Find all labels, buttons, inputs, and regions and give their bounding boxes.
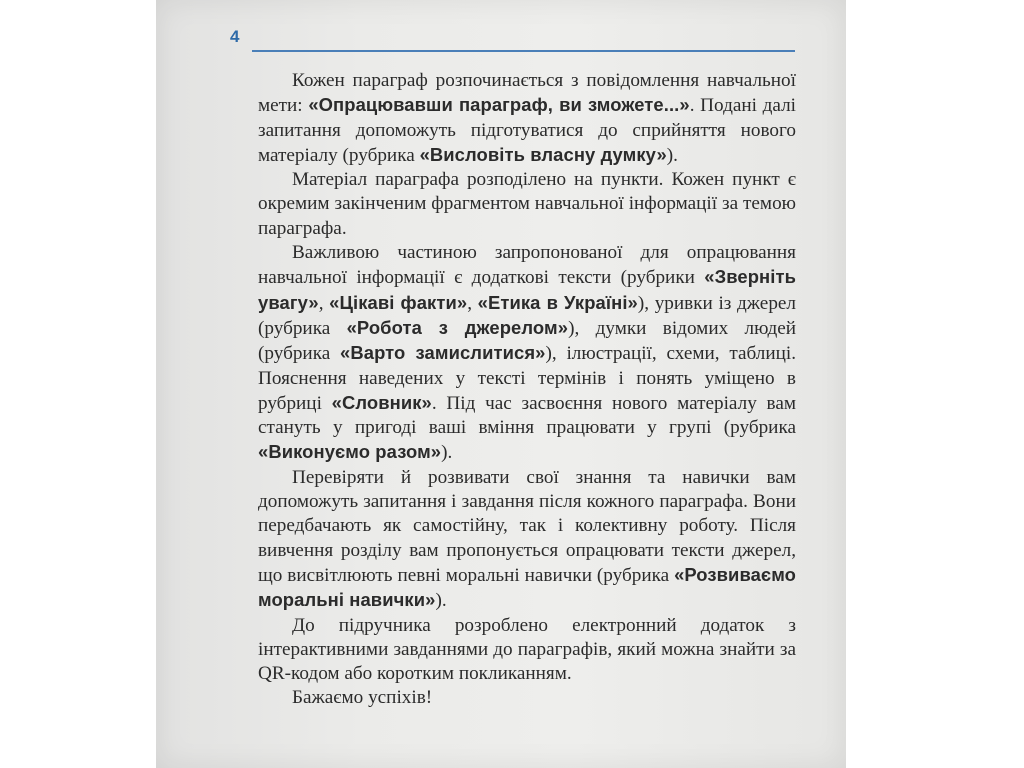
text-segment: Перевіряти й розвивати свої знання та навички вам допоможуть запитання і завдання після кожного параграфа. Вони передбачають як самостійну, так і колективну роботу. Після вивчення розділу вам пропонується опрацювати тексти джерел, що висвітлюють певні моральні навички (рубрика bbox=[258, 466, 796, 586]
text-segment: Матеріал параграфа розподілено на пункти. Кожен пункт є окремим закінченим фрагментом навчальної інформації за темою параграфа. bbox=[258, 169, 796, 239]
text-segment: ). bbox=[666, 144, 678, 166]
book-page bbox=[156, 0, 846, 768]
rubric-name: «Робота з джерелом» bbox=[346, 316, 569, 338]
text-segment: . Подані далі запитання допоможуть підготуватися до сприйняття нового матеріалу (рубрика bbox=[258, 95, 796, 166]
text-segment: . Під час засвоєння нового матеріалу вам стануть у пригоді ваші вміння працювати у групі (рубрика bbox=[258, 392, 796, 439]
rubric-name: «Зверніть увагу» bbox=[258, 266, 796, 313]
rubric-name: «Виконуємо разом» bbox=[258, 441, 442, 463]
rubric-name: «Словник» bbox=[331, 391, 432, 413]
text-segment: ), думки відомих людей (рубрика bbox=[258, 317, 797, 365]
text-segment: ). bbox=[441, 442, 453, 464]
body-text bbox=[258, 69, 796, 711]
text-segment: ). bbox=[435, 590, 447, 612]
text-segment: , bbox=[318, 292, 330, 314]
text-segment: Бажаємо успіхів! bbox=[292, 687, 433, 709]
rubric-name: «Цікаві факти» bbox=[329, 291, 468, 313]
rubric-name: «Етика в Україні» bbox=[477, 291, 638, 313]
paragraph-p5 bbox=[258, 614, 796, 687]
paragraph-p3 bbox=[258, 241, 796, 466]
rubric-name: «Опрацювавши параграф, ви зможете...» bbox=[308, 94, 690, 116]
paragraph-p2 bbox=[258, 168, 796, 241]
text-segment: Важливою частиною запропонованої для опрацювання навчальної інформації є додаткові тексти (рубрики bbox=[258, 242, 796, 289]
header-rule bbox=[252, 50, 795, 52]
paragraph-p1 bbox=[258, 69, 796, 168]
paragraph-p4 bbox=[258, 466, 796, 614]
rubric-name: «Варто замислитися» bbox=[340, 342, 546, 364]
page-number: 4 bbox=[230, 27, 240, 46]
text-segment: Кожен параграф розпочинається з повідомлення навчальної мети: bbox=[258, 70, 796, 117]
rubric-name: «Висловіть власну думку» bbox=[419, 143, 667, 165]
rubric-name: «Розвиваємо моральні навички» bbox=[258, 563, 796, 611]
text-segment: , bbox=[467, 292, 478, 314]
text-segment: ), ілюстрації, схеми, таблиці. Пояснення наведених у тексті термінів і понять уміщено в рубриці bbox=[258, 343, 796, 414]
paragraph-p6 bbox=[258, 686, 796, 710]
text-segment: ), уривки із джерел (рубрика bbox=[258, 292, 797, 339]
text-segment: До підручника розроблено електронний додаток з інтерактивними завданнями до параграфів, який можна знайти за QR-кодом або коротким покликанням. bbox=[258, 614, 796, 685]
